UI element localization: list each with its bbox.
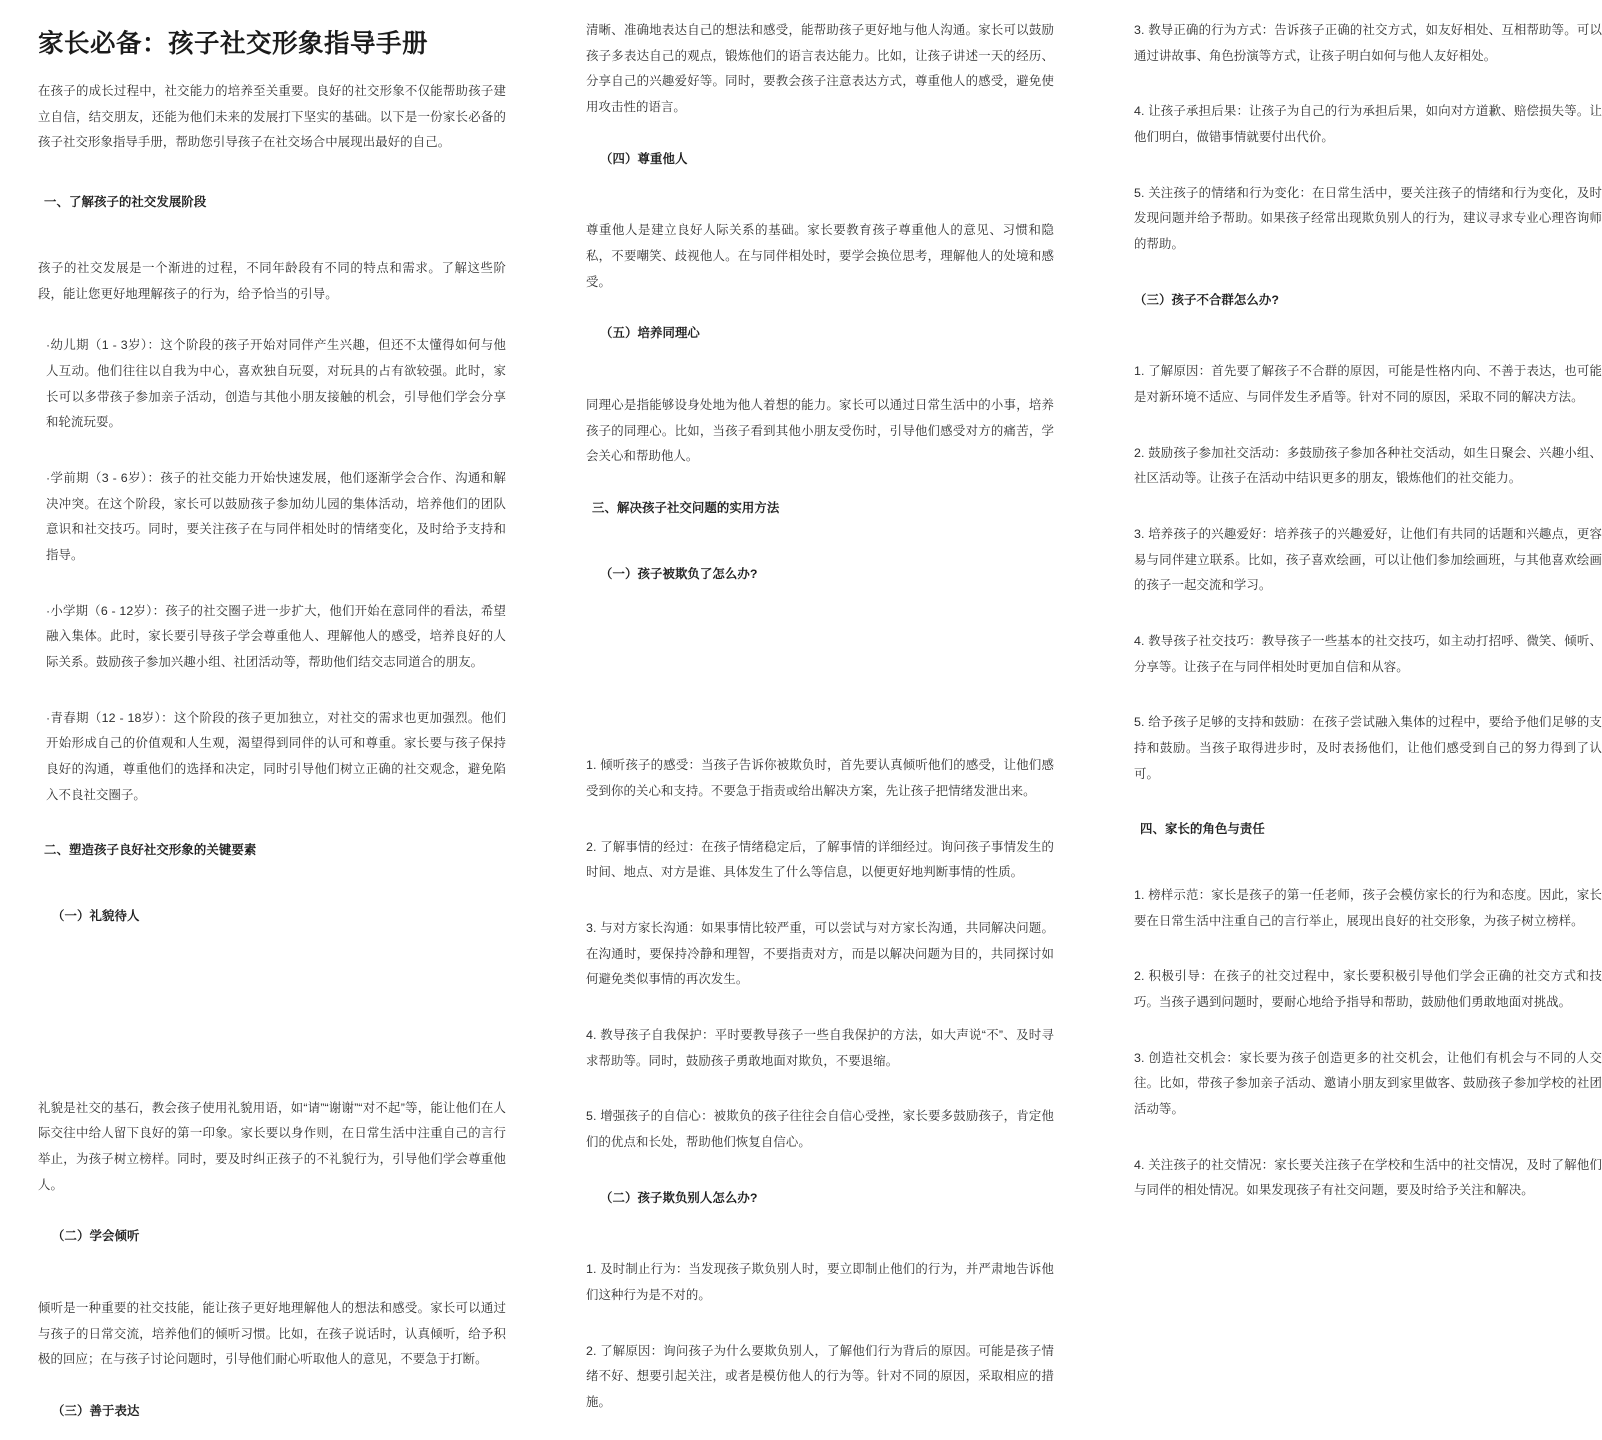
stage-item-primary: ·小学期（6 - 12岁）：孩子的社交圈子进一步扩大，他们开始在意同伴的看法，希望融入集体。此时，家长要引导孩子学会尊重他人、理解他人的感受，培养良好的人际关系。鼓励孩子参加兴趣小组、社团活动等，帮助他们结交志同道合的朋友。: [46, 603, 506, 669]
section-heading-2: 二、塑造孩子良好社交形象的关键要素: [44, 843, 257, 858]
list-item: 5. 给予孩子足够的支持和鼓励：在孩子尝试融入集体的过程中，要给予他们足够的支持和鼓励。当孩子取得进步时，及时表扬他们，让他们感受到自己的努力得到了认可。: [1134, 715, 1602, 781]
list-item: 4. 让孩子承担后果：让孩子为自己的行为承担后果，如向对方道歉、赔偿损失等。让他们明白，做错事情就要付出代价。: [1134, 104, 1602, 145]
subsection-heading-2-5: （五）培养同理心: [600, 326, 700, 341]
section1-lead: 孩子的社交发展是一个渐进的过程，不同年龄段有不同的特点和需求。了解这些阶段，能让您更好地理解孩子的行为，给予恰当的引导。: [38, 260, 506, 301]
subsection-body-2-4: 尊重他人是建立良好人际关系的基础。家长要教育孩子尊重他人的意见、习惯和隐私，不要嘲笑、歧视他人。在与同伴相处时，要学会换位思考，理解他人的处境和感受。: [586, 223, 1054, 289]
list-item: 1. 倾听孩子的感受：当孩子告诉你被欺负时，首先要认真倾听他们的感受，让他们感受到你的关心和支持。不要急于指责或给出解决方案，先让孩子把情绪发泄出来。: [586, 758, 1054, 799]
subsection-heading-2-4: （四）尊重他人: [600, 151, 688, 166]
column-break-spacer-2: [586, 633, 1054, 753]
list-item: 1. 了解原因：首先要了解孩子不合群的原因，可能是性格内向、不善于表达，也可能是对新环境不适应、与同伴发生矛盾等。针对不同的原因，采取不同的解决方法。: [1134, 364, 1602, 405]
section-heading-4: 四、家长的角色与责任: [1140, 822, 1265, 837]
list-item: 2. 了解事情的经过：在孩子情绪稳定后，了解事情的详细经过。询问孩子事情发生的时间、地点、对方是谁、具体发生了什么等信息，以便更好地判断事情的性质。: [586, 839, 1054, 880]
subsection-heading-3-3: （三）孩子不合群怎么办?: [1134, 292, 1280, 307]
list-item: 1. 及时制止行为：当发现孩子欺负别人时，要立即制止他们的行为，并严肃地告诉他们这种行为是不对的。: [586, 1262, 1054, 1303]
list-item: 2. 积极引导：在孩子的社交过程中，家长要积极引导他们学会正确的社交方式和技巧。当孩子遇到问题时，要耐心地给予指导和帮助，鼓励他们勇敢地面对挑战。: [1134, 969, 1602, 1010]
subsection-heading-3-1: （一）孩子被欺负了怎么办?: [600, 566, 758, 581]
intro-paragraph: 在孩子的成长过程中，社交能力的培养至关重要。良好的社交形象不仅能帮助孩子建立自信，结交朋友，还能为他们未来的发展打下坚实的基础。以下是一份家长必备的孩子社交形象指导手册，帮助您引导孩子在社交场合中展现出最好的自己。: [38, 84, 506, 150]
list-item: 5. 关注孩子的情绪和行为变化：在日常生活中，要关注孩子的情绪和行为变化，及时发现问题并给予帮助。如果孩子经常出现欺负别人的行为，建议寻求专业心理咨询师的帮助。: [1134, 185, 1602, 252]
subsection-heading-2-1: （一）礼貌待人: [52, 908, 140, 923]
list-item: 1. 榜样示范：家长是孩子的第一任老师，孩子会模仿家长的行为和态度。因此，家长要在日常生活中注重自己的言行举止，展现出良好的社交形象，为孩子树立榜样。: [1134, 888, 1602, 928]
stage-item-toddler: ·幼儿期（1 - 3岁）：这个阶段的孩子开始对同伴产生兴趣，但还不太懂得如何与他人互动。他们往往以自我为中心，喜欢独自玩耍，对玩具的占有欲较强。此时，家长可以多带孩子参加亲子活动，创造与其他小朋友接触的机会，引导他们学会分享和轮流玩耍。: [46, 338, 506, 430]
list-item: 3. 创造社交机会：家长要为孩子创造更多的社交机会，让他们有机会与不同的人交往。比如，带孩子参加亲子活动、邀请小朋友到家里做客、鼓励孩子参加学校的社团活动等。: [1134, 1050, 1602, 1117]
list-item: 4. 教导孩子社交技巧：教导孩子一些基本的社交技巧，如主动打招呼、微笑、倾听、分享等。让孩子在与同伴相处时更加自信和从容。: [1134, 634, 1602, 674]
list-item: 3. 培养孩子的兴趣爱好：培养孩子的兴趣爱好，让他们有共同的话题和兴趣点，更容易与同伴建立联系。比如，孩子喜欢绘画，可以让他们参加绘画班，与其他喜欢绘画的孩子一起交流和学习。: [1134, 527, 1602, 593]
subsection-heading-3-2: （二）孩子欺负别人怎么办?: [600, 1190, 758, 1205]
list-item: 4. 教导孩子自我保护：平时要教导孩子一些自我保护的方法，如大声说“不”、及时寻求帮助等。同时，鼓励孩子勇敢地面对欺负，不要退缩。: [586, 1028, 1054, 1068]
list-item: 5. 增强孩子的自信心：被欺负的孩子往往会自信心受挫，家长要多鼓励孩子，肯定他们的优点和长处，帮助他们恢复自信心。: [586, 1109, 1054, 1150]
list-item: 2. 鼓励孩子参加社交活动：多鼓励孩子参加各种社交活动，如生日聚会、兴趣小组、社区活动等。让孩子在活动中结识更多的朋友，锻炼他们的社交能力。: [1134, 445, 1602, 486]
stage-item-preschool: ·学前期（3 - 6岁）：孩子的社交能力开始快速发展，他们逐渐学会合作、沟通和解决冲突。在这个阶段，家长可以鼓励孩子参加幼儿园的集体活动，培养他们的团队意识和社交技巧。同时，要关注孩子在与同伴相处时的情绪变化，及时给予支持和指导。: [46, 470, 506, 562]
section-heading-3: 三、解决孩子社交问题的实用方法: [592, 501, 780, 516]
subsection-heading-2-2: （二）学会倾听: [52, 1229, 140, 1244]
list-item: 2. 了解原因：询问孩子为什么要欺负别人，了解他们行为背后的原因。可能是孩子情绪不好、想要引起关注，或者是模仿他人的行为等。针对不同的原因，采取相应的措施。: [586, 1343, 1054, 1410]
subsection-body-2-1: 礼貌是社交的基石，教会孩子使用礼貌用语，如“请”“谢谢”“对不起”等，能让他们在人际交往中给人留下良好的第一印象。家长要以身作则，在日常生活中注重自己的言行举止，为孩子树立榜样。同时，要及时纠正孩子的不礼貌行为，引导他们学会尊重他人。: [38, 1100, 506, 1192]
stage-item-adolescent: ·青春期（12 - 18岁）：这个阶段的孩子更加独立，对社交的需求也更加强烈。他们开始形成自己的价值观和人生观，渴望得到同伴的认可和尊重。家长要与孩子保持良好的沟通，尊重他们的选择和决定，同时引导他们树立正确的社交观念，避免陷入不良社交圈子。: [46, 710, 506, 802]
list-item: 4. 关注孩子的社交情况：家长要关注孩子在学校和生活中的社交情况，及时了解他们与同伴的相处情况。如果发现孩子有社交问题，要及时给予关注和解决。: [1134, 1157, 1602, 1198]
two-column-layout: [38, 18, 1602, 1438]
subsection-body-2-2: 倾听是一种重要的社交技能，能让孩子更好地理解他人的想法和感受。家长可以通过与孩子的日常交流，培养他们的倾听习惯。比如，在孩子说话时，认真倾听，给予积极的回应；在与孩子讨论问题时，引导他们耐心听取他人的意见，不要急于打断。: [38, 1300, 506, 1367]
subsection-body-2-3: 清晰、准确地表达自己的想法和感受，能帮助孩子更好地与他人沟通。家长可以鼓励孩子多表达自己的观点，锻炼他们的语言表达能力。比如，让孩子讲述一天的经历、分享自己的兴趣爱好等。同时，要教会孩子注意表达方式，尊重他人的感受，避免使用攻击性的语言。: [586, 23, 1054, 115]
column-break-spacer: [38, 976, 506, 1096]
page-title: 家长必备：孩子社交形象指导手册: [38, 30, 429, 58]
section-heading-1: 一、了解孩子的社交发展阶段: [44, 195, 207, 210]
subsection-body-2-5: 同理心是指能够设身处地为他人着想的能力。家长可以通过日常生活中的小事，培养孩子的同理心。比如，当孩子看到其他小朋友受伤时，引导他们感受对方的痛苦，学会关心和帮助他人。: [586, 398, 1054, 464]
list-item: 3. 与对方家长沟通：如果事情比较严重，可以尝试与对方家长沟通，共同解决问题。在沟通时，要保持冷静和理智，不要指责对方，而是以解决问题为目的，共同探讨如何避免类似事情的再次发生。: [586, 921, 1054, 987]
subsection-heading-2-3: （三）善于表达: [52, 1403, 140, 1418]
list-item: 3. 教导正确的行为方式：告诉孩子正确的社交方式，如友好相处、互相帮助等。可以通过讲故事、角色扮演等方式，让孩子明白如何与他人友好相处。: [1134, 23, 1602, 63]
